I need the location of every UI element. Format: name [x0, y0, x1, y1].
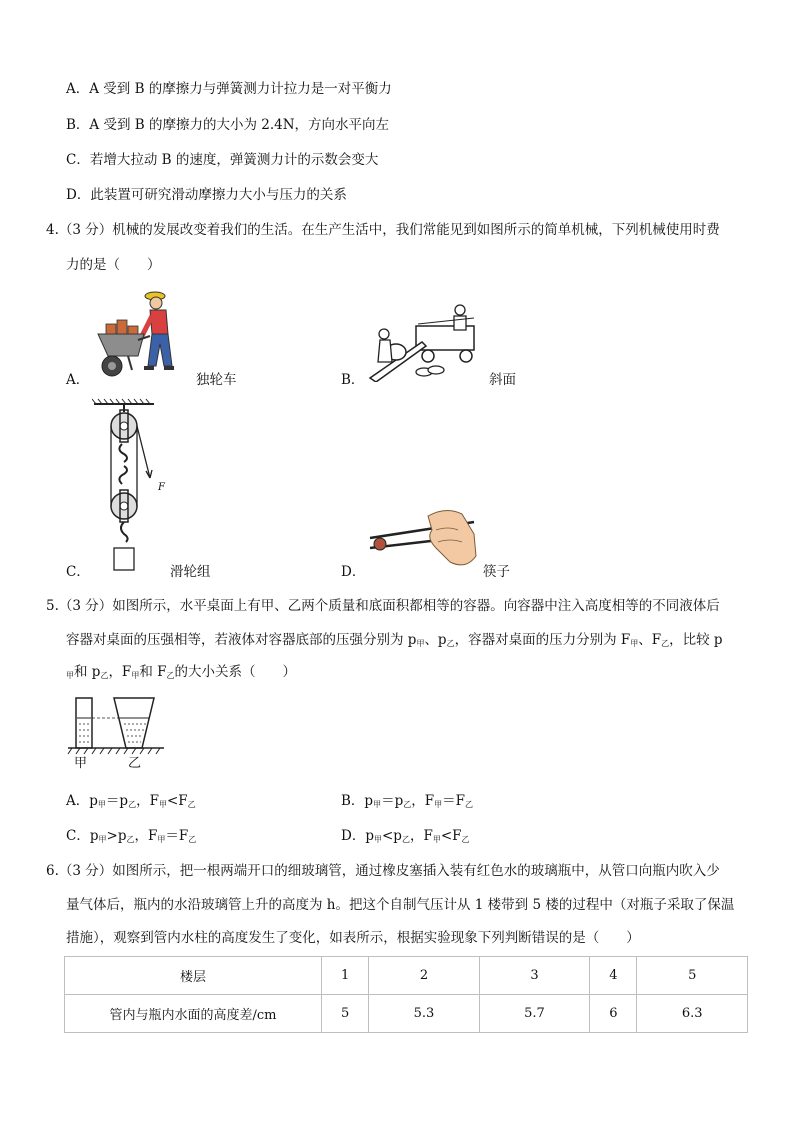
q5-stem-line2-b: 、p [424, 632, 447, 648]
q5-option-b[interactable] [341, 791, 473, 815]
sub-yi: 乙 [401, 835, 410, 844]
q5-stem-line3 [66, 662, 296, 686]
q4-option-d-caption: 筷子 [483, 564, 510, 580]
q4-option-d-letter[interactable]: D． [341, 564, 366, 580]
sub-yi: 乙 [188, 835, 197, 844]
q5-stem-line2-c: ，容器对桌面的压力分别为 F [454, 632, 631, 648]
p-relation: ＝ [105, 793, 120, 809]
q5-stem-line2 [66, 630, 723, 654]
sub-jia: 甲 [434, 800, 443, 809]
option-letter: B． [341, 793, 365, 809]
table-cell: 6.3 [637, 995, 748, 1033]
table-cell: 5.7 [479, 995, 589, 1033]
p-symbol: p [117, 828, 127, 844]
p-symbol: p [394, 793, 404, 809]
f-symbol: F [178, 793, 188, 809]
q3-option-d[interactable]: D．此装置可研究滑动摩擦力大小与压力的关系 [66, 187, 347, 203]
table-header-height: 管内与瓶内水面的高度差/cm [65, 995, 322, 1033]
q5-option-c[interactable] [66, 826, 196, 850]
f-symbol: F [178, 828, 189, 844]
table-row [65, 995, 748, 1033]
option-letter: A． [66, 793, 90, 809]
sub-jia: 甲 [131, 671, 140, 680]
q5-stem-line3-c: ，F [108, 664, 132, 680]
p-relation: < [381, 828, 394, 844]
q5-stem-line3-e: 的大小关系（ ） [174, 664, 296, 680]
sub-yi: 乙 [403, 800, 412, 809]
sub-jia: 甲 [416, 639, 425, 648]
sub-yi: 乙 [166, 671, 175, 680]
table-cell: 4 [590, 957, 637, 995]
force-label-f: F [158, 482, 165, 493]
table-cell: 5 [322, 995, 369, 1033]
q5-option-a[interactable] [66, 791, 196, 815]
sub-jia: 甲 [97, 800, 106, 809]
f-relation: < [166, 793, 179, 809]
q5-stem-line2-a: 容器对桌面的压强相等，若液体对容器底部的压强分别为 p [66, 632, 417, 648]
table-cell: 1 [322, 957, 369, 995]
p-symbol: p [89, 793, 98, 809]
containers-figure [66, 694, 166, 760]
q4-option-a-caption: 独轮车 [196, 372, 237, 388]
p-relation: ＝ [381, 793, 395, 809]
f-symbol: F [147, 828, 158, 844]
q6-stem-line2: 量气体后，瓶内的水沿玻璃管上升的高度为 h。把这个自制气压计从 1 楼带到 5 楼的过程中（对瓶子采取了保温 [66, 897, 735, 913]
table-cell: 3 [479, 957, 589, 995]
table-header-floor: 楼层 [65, 957, 322, 995]
q4-option-a-letter[interactable]: A． [66, 372, 90, 388]
p-symbol: p [89, 828, 99, 844]
sub-jia: 甲 [66, 671, 74, 680]
q6-stem-line3: 措施），观察到管内水柱的高度发生了变化，如表所示，根据实验现象下列判断错误的是（ ） [66, 930, 640, 946]
fig-label-jia: 甲 [74, 756, 88, 771]
comma: ， [136, 793, 150, 809]
sub-yi: 乙 [461, 835, 470, 844]
q4-option-c-caption: 滑轮组 [170, 564, 211, 580]
f-symbol: F [423, 828, 433, 844]
q5-stem-line3-b: 和 p [74, 664, 101, 680]
q3-option-b[interactable]: B．A 受到 B 的摩擦力的大小为 2.4N，方向水平向左 [66, 117, 390, 133]
q5-option-d[interactable] [341, 826, 470, 850]
option-letter: C． [66, 828, 90, 844]
option-letter: D． [341, 828, 366, 844]
sub-yi: 乙 [128, 800, 137, 809]
sub-jia: 甲 [373, 800, 382, 809]
q3-option-a[interactable]: A．A 受到 B 的摩擦力与弹簧测力计拉力是一对平衡力 [66, 81, 392, 97]
f-relation: ＝ [442, 793, 456, 809]
p-symbol: p [393, 828, 402, 844]
table-cell: 5 [637, 957, 748, 995]
q5-stem-line2-d: 、F [638, 632, 662, 648]
incline-figure [362, 296, 492, 382]
chopsticks-figure [366, 508, 478, 572]
sub-jia: 甲 [157, 835, 166, 844]
q4-option-c-letter[interactable]: C． [66, 564, 90, 580]
q3-option-c[interactable]: C．若增大拉动 B 的速度，弹簧测力计的示数会变大 [66, 152, 379, 168]
q4-stem-line2: 力的是（ ） [66, 257, 161, 273]
wheelbarrow-figure [92, 290, 202, 382]
sub-yi: 乙 [100, 671, 109, 680]
sub-jia: 甲 [373, 835, 382, 844]
sub-jia: 甲 [432, 835, 441, 844]
fig-label-yi: 乙 [128, 756, 142, 771]
table-row [65, 957, 748, 995]
q4-option-b-caption: 斜面 [489, 372, 516, 388]
f-symbol: F [455, 793, 465, 809]
q5-stem-line3-d: 和 F [139, 664, 167, 680]
p-symbol: p [364, 793, 374, 809]
sub-jia: 甲 [630, 639, 639, 648]
f-symbol: F [424, 793, 435, 809]
sub-yi: 乙 [126, 835, 135, 844]
q4-option-b-letter[interactable]: B． [341, 372, 365, 388]
sub-jia: 甲 [158, 800, 167, 809]
table-cell: 6 [590, 995, 637, 1033]
sub-yi: 乙 [446, 639, 455, 648]
table-cell: 5.3 [369, 995, 479, 1033]
sub-yi: 乙 [464, 800, 473, 809]
q5-stem-line1: 5.（3 分）如图所示，水平桌面上有甲、乙两个质量和底面积都相等的容器。向容器中注入高度相等的不同液体后 [46, 598, 720, 614]
floor-height-table [64, 956, 748, 1033]
f-symbol: F [149, 793, 159, 809]
f-relation: ＝ [165, 828, 179, 844]
p-symbol: p [119, 793, 129, 809]
sub-yi: 乙 [187, 800, 196, 809]
table-cell: 2 [369, 957, 479, 995]
p-relation: > [106, 828, 118, 844]
comma: ， [411, 793, 425, 809]
q5-stem-line2-e: ，比较 p [669, 632, 723, 648]
q6-stem-line1: 6.（3 分）如图所示，把一根两端开口的细玻璃管，通过橡皮塞插入装有红色水的玻璃瓶中，从管口向瓶内吹入少 [46, 863, 720, 879]
p-symbol: p [365, 828, 374, 844]
sub-jia: 甲 [98, 835, 107, 844]
q4-stem-line1: 4.（3 分）机械的发展改变着我们的生活。在生产生活中，我们常能见到如图所示的简单机械，下列机械使用时费 [46, 222, 720, 238]
sub-yi: 乙 [661, 639, 670, 648]
comma: ， [409, 828, 424, 844]
f-symbol: F [452, 828, 462, 844]
f-relation: < [440, 828, 453, 844]
comma: ， [134, 828, 148, 844]
